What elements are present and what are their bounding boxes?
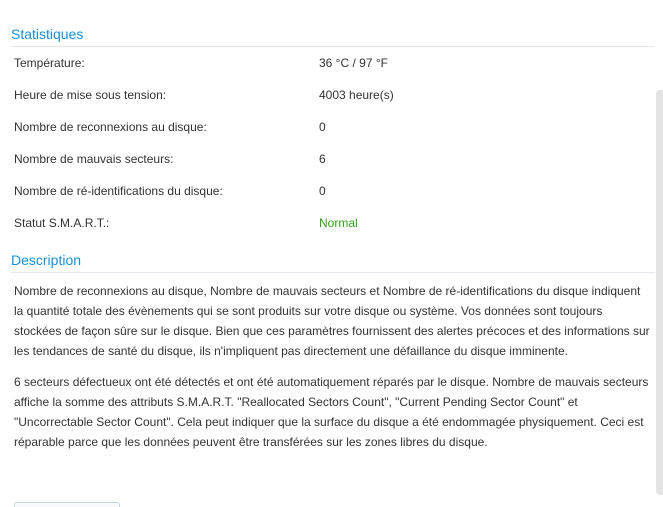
- stat-label-reidentifications: Nombre de ré-identifications du disque:: [14, 184, 223, 198]
- stat-row-temperature: [14, 55, 655, 87]
- description-title: Description: [11, 252, 82, 268]
- description-body: [14, 281, 653, 452]
- stat-value-power-on-hours: 4003 heure(s): [319, 88, 394, 102]
- stat-row-smart-status: [14, 215, 655, 247]
- stat-label-smart-status: Statut S.M.A.R.T.:: [14, 216, 110, 230]
- stat-label-bad-sectors: Nombre de mauvais secteurs:: [14, 152, 174, 166]
- stat-row-reconnections: [14, 119, 655, 151]
- footer-button[interactable]: [14, 502, 120, 507]
- stat-label-temperature: Température:: [14, 56, 85, 70]
- statistics-title: Statistiques: [11, 26, 84, 42]
- description-section-header: [11, 252, 655, 273]
- statistics-section-header: [11, 16, 655, 47]
- stat-label-power-on-hours: Heure de mise sous tension:: [14, 88, 167, 102]
- stat-row-power-on-hours: [14, 87, 655, 119]
- stat-value-bad-sectors: 6: [319, 152, 326, 166]
- stat-row-bad-sectors: [14, 151, 655, 183]
- stat-row-reidentifications: [14, 183, 655, 215]
- stat-value-reidentifications: 0: [319, 184, 326, 198]
- description-paragraph: 6 secteurs défectueux ont été détectés et ont été automatiquement réparés par le disque. Nombre de mauvais secteurs affiche la somme des attributs S.M.A.R.T. "Reallocated Sectors Count", "Current Pending Sector Count" et "Uncorrectable Sector Count". Cela peut indiquer que la surface du disque a été endommagée physiquement. Ceci est réparable parce que les données peuvent être transférées sur les zones libres du disque.: [14, 375, 649, 449]
- scrollbar-thumb[interactable]: [656, 90, 663, 495]
- stat-value-reconnections: 0: [319, 120, 326, 134]
- statistics-table: [14, 55, 655, 247]
- stat-label-reconnections: Nombre de reconnexions au disque:: [14, 120, 207, 134]
- stat-value-temperature: 36 °C / 97 °F: [319, 56, 388, 70]
- description-paragraph: Nombre de reconnexions au disque, Nombre de mauvais secteurs et Nombre de ré-identifications du disque indiquent la quantité totale des évènements qui se sont produits sur votre disque ou système. Vos données sont toujours stockées de façon sûre sur le disque. Bien que ces paramètres fournissent des alertes précoces et des informations sur les tendances de santé du disque, ils n'impliquent pas directement une défaillance du disque imminente.: [14, 284, 650, 358]
- smart-status-badge: Normal: [319, 216, 358, 230]
